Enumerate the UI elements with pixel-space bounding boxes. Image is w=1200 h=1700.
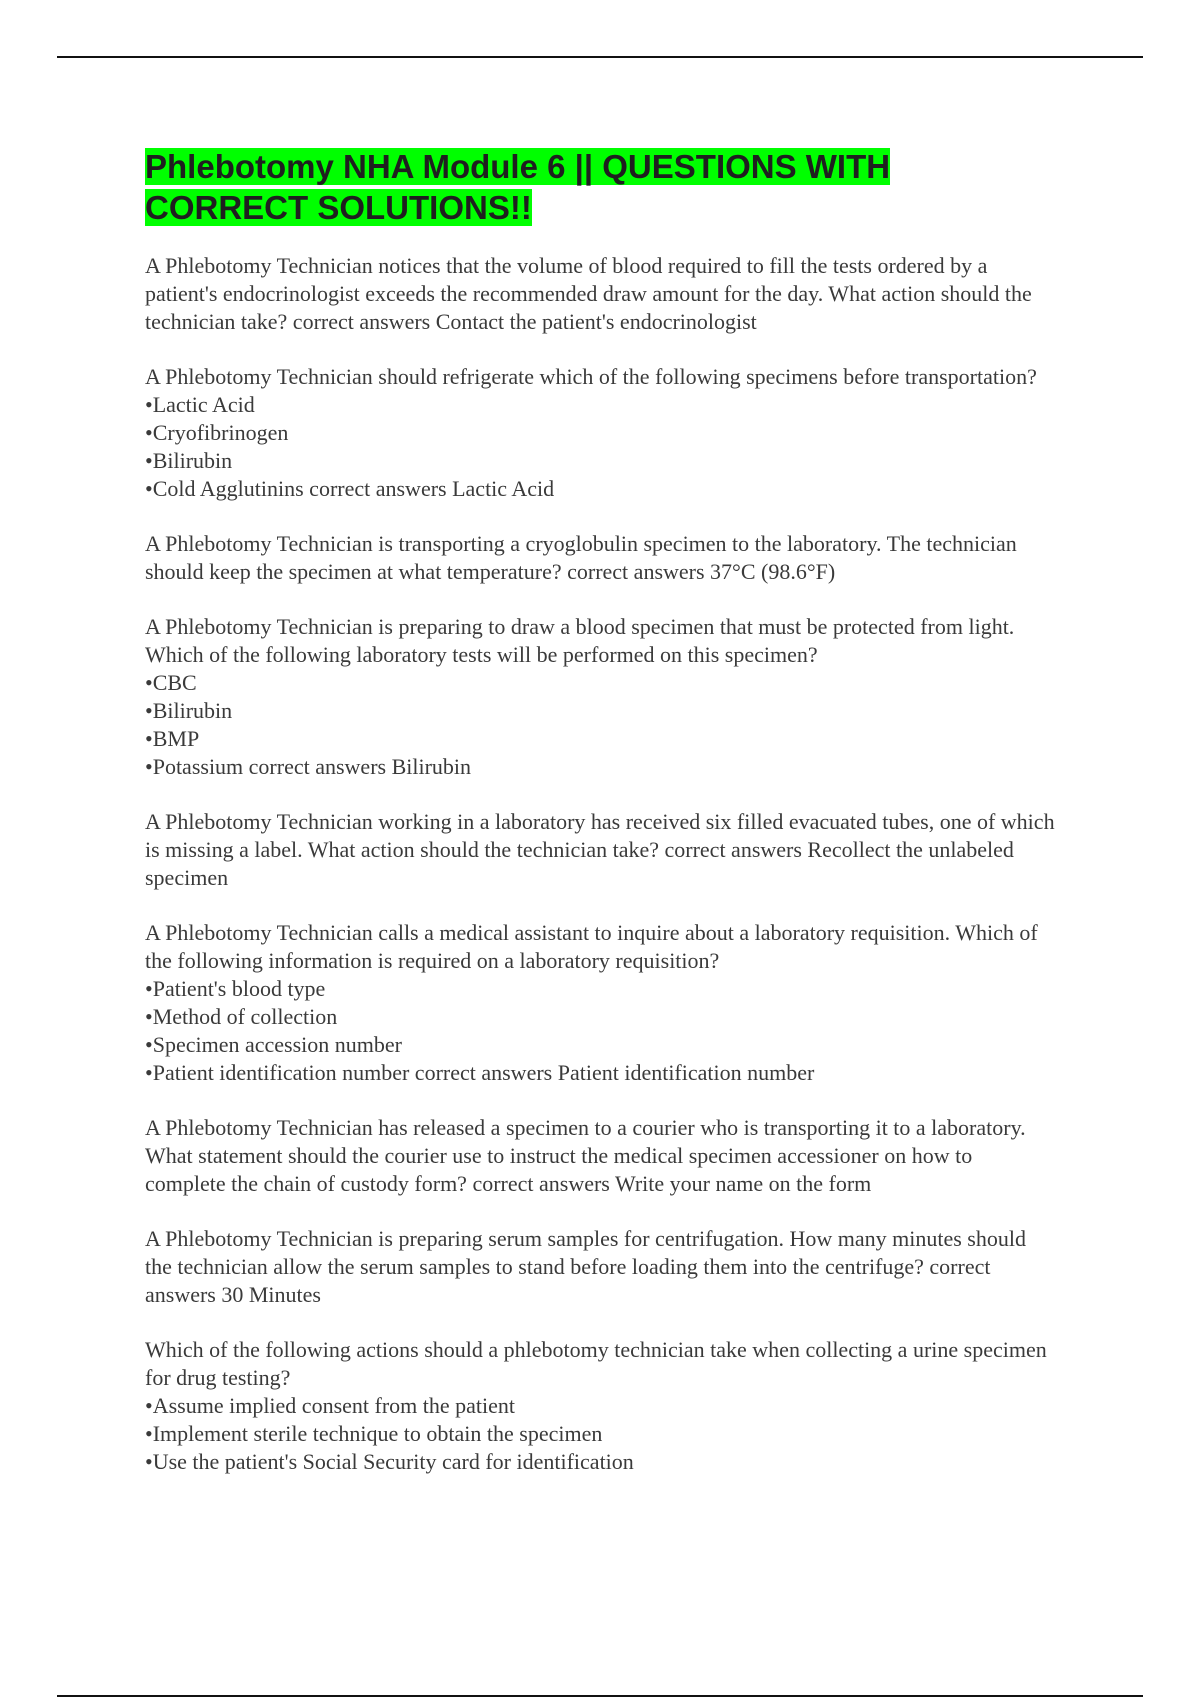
qa-item-2 — [145, 363, 1055, 503]
answer-option: •Specimen accession number — [145, 1032, 402, 1057]
answer-option: •Bilirubin — [145, 448, 233, 473]
qa-item-1 — [145, 252, 1055, 336]
qa-item-8 — [145, 1225, 1055, 1309]
answer-option: •Bilirubin — [145, 698, 233, 723]
question-text: A Phlebotomy Technician should refrigerate which of the following specimens before transportation? — [145, 364, 1037, 389]
bottom-rule — [57, 1695, 1143, 1697]
answer-option: •Lactic Acid — [145, 392, 255, 417]
top-rule — [57, 56, 1143, 58]
question-text: A Phlebotomy Technician is transporting a cryoglobulin specimen to the laboratory. The technician should keep the specimen at what temperature? correct answers 37°C (98.6°F) — [145, 531, 1017, 584]
qa-item-3 — [145, 530, 1055, 586]
answer-option: •Use the patient's Social Security card for identification — [145, 1449, 634, 1474]
document-content — [145, 146, 1055, 1503]
answer-option: •Potassium correct answers Bilirubin — [145, 754, 472, 779]
question-text: A Phlebotomy Technician is preparing serum samples for centrifugation. How many minutes should the technician allow the serum samples to stand before loading them into the centrifuge? correct answers 30 Minutes — [145, 1226, 1026, 1307]
question-text: A Phlebotomy Technician has released a specimen to a courier who is transporting it to a laboratory. What statement should the courier use to instruct the medical specimen accessioner on how to complete the chain of custody form? correct answers Write your name on the form — [145, 1115, 1026, 1196]
qa-item-4 — [145, 613, 1055, 781]
question-text: A Phlebotomy Technician notices that the volume of blood required to fill the tests ordered by a patient's endocrinologist exceeds the recommended draw amount for the day. What action should the technician take? correct answers Contact the patient's endocrinologist — [145, 253, 1032, 334]
document-title-text: Phlebotomy NHA Module 6 || QUESTIONS WITH CORRECT SOLUTIONS!! — [145, 148, 891, 226]
document-title — [145, 146, 1055, 228]
answer-option: •BMP — [145, 726, 200, 751]
answer-option: •Method of collection — [145, 1004, 338, 1029]
answer-option: •Patient's blood type — [145, 976, 326, 1001]
qa-item-6 — [145, 919, 1055, 1087]
answer-option: •CBC — [145, 670, 197, 695]
answer-option: •Cryofibrinogen — [145, 420, 289, 445]
question-text: A Phlebotomy Technician calls a medical assistant to inquire about a laboratory requisition. Which of the following information is required on a laboratory requisition? — [145, 920, 1038, 973]
qa-item-9 — [145, 1336, 1055, 1476]
answer-option: •Implement sterile technique to obtain the specimen — [145, 1421, 603, 1446]
question-text: A Phlebotomy Technician working in a laboratory has received six filled evacuated tubes, one of which is missing a label. What action should the technician take? correct answers Recollect the unlabeled specimen — [145, 809, 1055, 890]
question-text: A Phlebotomy Technician is preparing to draw a blood specimen that must be protected from light. Which of the following laboratory tests will be performed on this specimen? — [145, 614, 1015, 667]
answer-option: •Patient identification number correct answers Patient identification number — [145, 1060, 815, 1085]
question-text: Which of the following actions should a phlebotomy technician take when collecting a urine specimen for drug testing? — [145, 1337, 1047, 1390]
answer-option: •Assume implied consent from the patient — [145, 1393, 516, 1418]
qa-item-5 — [145, 808, 1055, 892]
answer-option: •Cold Agglutinins correct answers Lactic Acid — [145, 476, 555, 501]
qa-item-7 — [145, 1114, 1055, 1198]
